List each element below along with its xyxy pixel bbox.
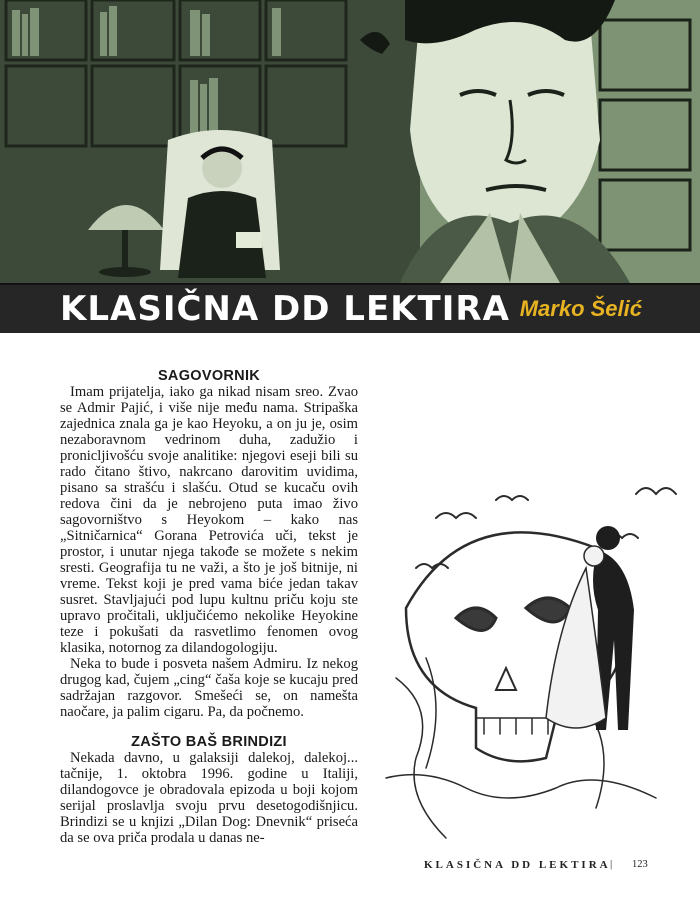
paragraph: Neka to bude i posveta našem Admiru. Iz nekog drugog kad, čujem „cing“ čaša koje se kucaju pred sadržajan razgovor. Smešeći se, on namešta naočare, ja palim cigaru. Pa, da počnemo. — [60, 656, 358, 720]
sketch-art — [376, 478, 694, 852]
paragraph: Imam prijatelja, iako ga nikad nisam sreo. Zvao se Admir Pajić, i više nije među nama. Stripaška zajednica znala ga je kao Heyoku, a on ju je, osim nezaboravnom vedrinom duha, zadužio i pronicljivošću svoje analitike: njegovi eseji bili su rado čitano štivo, nakrcano darovitim uvidima, pisano sa strašću i slašću. Otud se kucaču ovih redova čini da je nebrojeno puta imao živo sagovorništvo s Heyokom – kako nas „Sitničarnica“ Gorana Petrovića uči, tekst je prostor, i unutar njega takođe se možete s nekim sresti. Geografija tu ne važi, a što je još bitnije, ni vreme. Tekst koji je pred vama biće jedan takav susret. Stavljajući pod lupu kultnu priču koju ste upravo pročitali, uključićemo nekolike Heyokine teze i pokušati da rasvetlimo fenomen ovog klasika, notornog za dilandogologiju. — [60, 384, 358, 656]
article-column — [60, 368, 358, 846]
title-banner — [0, 283, 700, 333]
author-name: Marko Šelić — [519, 296, 642, 321]
section-heading-zasto-bas-brindizi: ZAŠTO BAŠ BRINDIZI — [131, 734, 287, 750]
page-number: 123 — [632, 859, 648, 870]
running-footer-title: KLASIČNA DD LEKTIRA — [424, 859, 611, 871]
page-footer — [424, 856, 674, 876]
comic-panel-art — [0, 0, 700, 283]
header-illustration — [0, 0, 700, 283]
section-heading-sagovornik: SAGOVORNIK — [157, 368, 261, 384]
footer-separator: | — [610, 858, 613, 870]
section-title: KLASIČNA DD LEKTIRA — [60, 289, 510, 329]
paragraph: Nekada davno, u galaksiji dalekoj, dalekoj... tačnije, 1. oktobra 1996. godine u Italiji, dilandogovce je obradovala epizoda u boji kojom serijal proslavlja svoju prvu desetogodišnjicu. Brindizi se u knjizi „Dilan Dog: Dnevnik“ priseća da se ova priča prodala u danas ne- — [60, 750, 358, 846]
pencil-sketch-illustration — [376, 478, 694, 852]
